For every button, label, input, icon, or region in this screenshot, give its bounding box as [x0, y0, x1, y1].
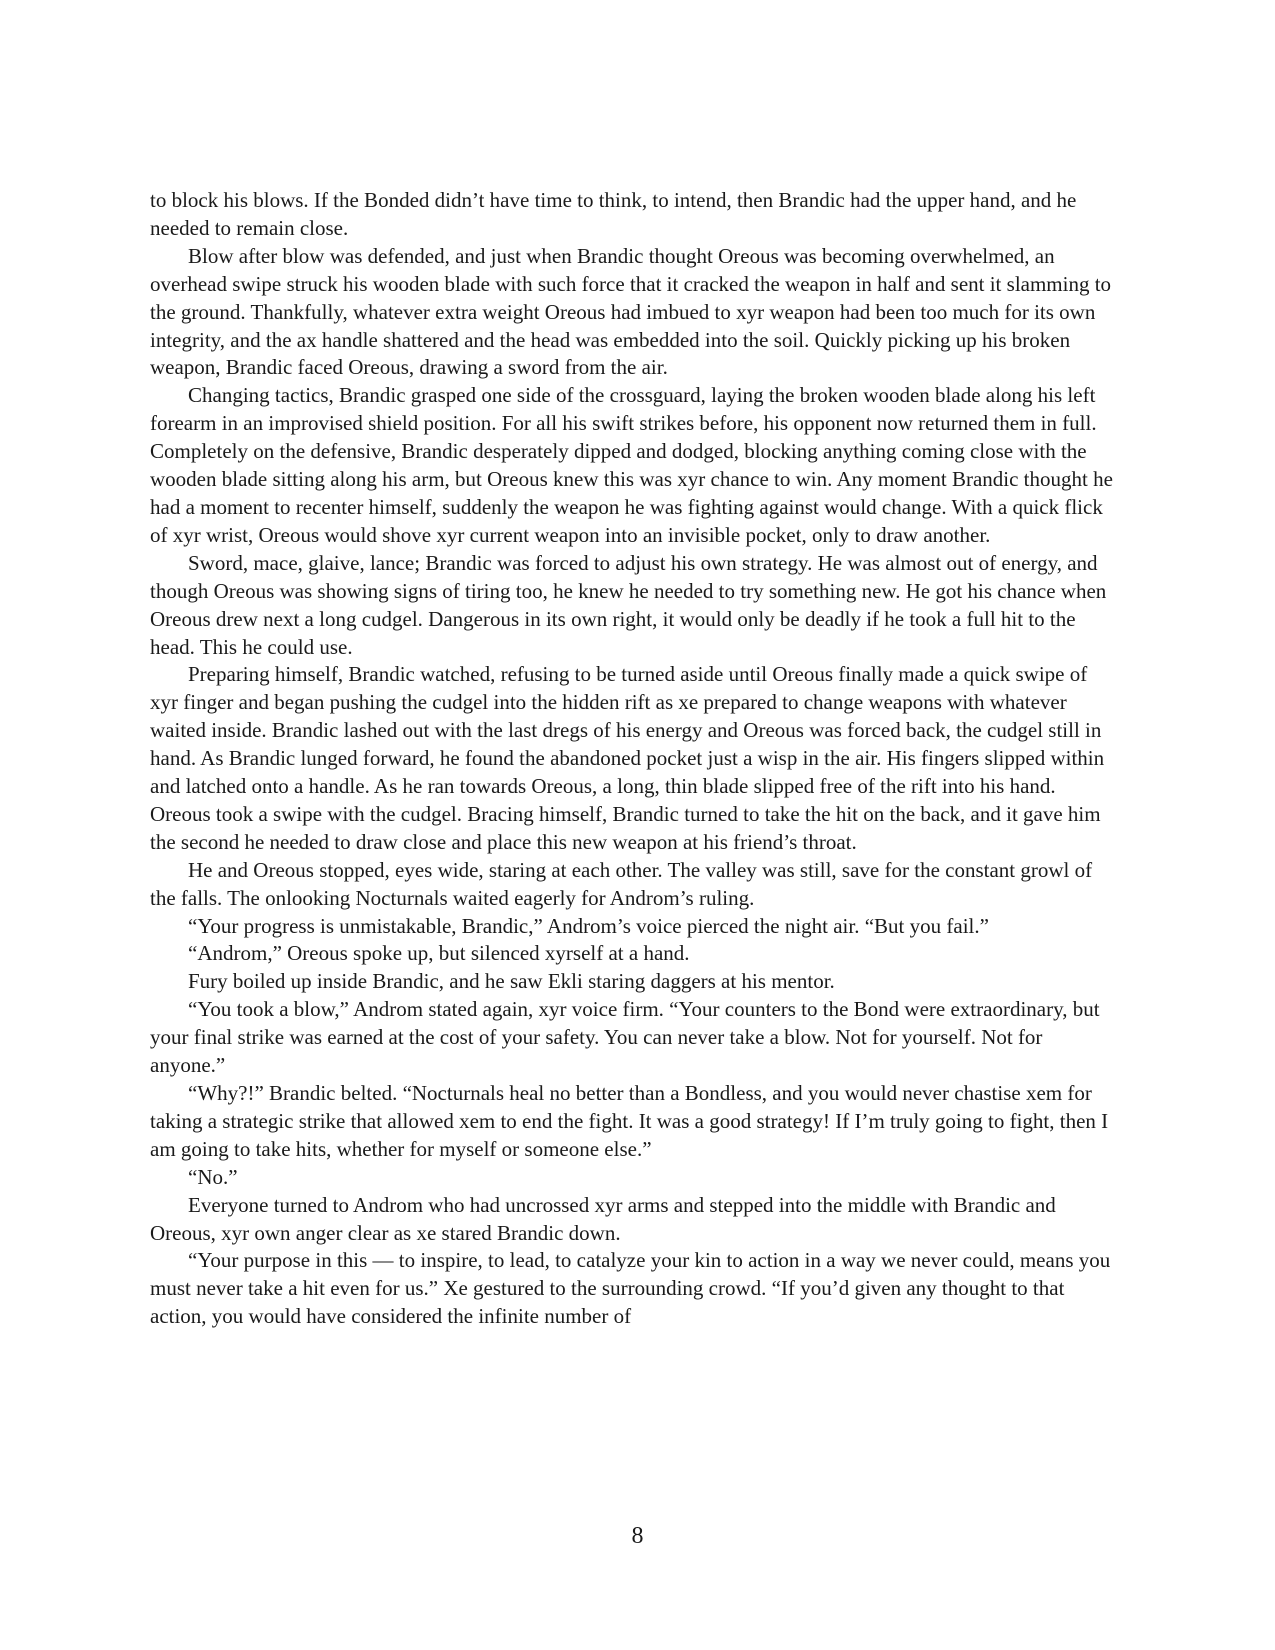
paragraph: Sword, mace, glaive, lance; Brandic was forced to adjust his own strategy. He was almost out of energy, and though Oreous was showing signs of tiring too, he knew he needed to try something new. He got his chance when Oreous drew next a long cudgel. Dangerous in its own right, it would only be deadly if he took a full hit to the head. This he could use. [150, 550, 1107, 659]
paragraph: “Androm,” Oreous spoke up, but silenced xyrself at a hand. [188, 941, 690, 966]
page-number: 8 [631, 1523, 644, 1549]
paragraph: Fury boiled up inside Brandic, and he saw Ekli staring daggers at his mentor. [188, 969, 835, 994]
paragraph: Everyone turned to Androm who had uncrossed xyr arms and stepped into the middle with Brandic and Oreous, xyr own anger clear as xe stared Brandic down. [150, 1192, 1056, 1245]
paragraph: He and Oreous stopped, eyes wide, staring at each other. The valley was still, save for the constant growl of the falls. The onlooking Nocturnals waited eagerly for Androm’s ruling. [150, 857, 1093, 910]
paragraph: “No.” [188, 1164, 238, 1189]
paragraph: Blow after blow was defended, and just when Brandic thought Oreous was becoming overwhelmed, an overhead swipe struck his wooden blade with such force that it cracked the weapon in half and sent it slamming to the ground. Thankfully, whatever extra weight Oreous had imbued to xyr weapon had been too much for its own integrity, and the ax handle shattered and the head was embedded into the soil. Quickly picking up his broken weapon, Brandic faced Oreous, drawing a sword from the air. [150, 243, 1112, 380]
paragraph: to block his blows. If the Bonded didn’t have time to think, to intend, then Brandic had the upper hand, and he needed to remain close. [150, 188, 1077, 240]
paragraph: “You took a blow,” Androm stated again, xyr voice firm. “Your counters to the Bond were extraordinary, but your final strike was earned at the cost of your safety. You can never take a blow. Not for yourself. Not for anyone.” [150, 997, 1100, 1078]
body-text [150, 187, 1120, 1331]
paragraph: Preparing himself, Brandic watched, refusing to be turned aside until Oreous finally made a quick swipe of xyr finger and began pushing the cudgel into the hidden rift as xe prepared to change weapons with whatever waited inside. Brandic lashed out with the last dregs of his energy and Oreous was forced back, the cudgel still in hand. As Brandic lunged forward, he found the abandoned pocket just a wisp in the air. His fingers slipped within and latched onto a handle. As he ran towards Oreous, a long, thin blade slipped free of the rift into his hand. Oreous took a swipe with the cudgel. Bracing himself, Brandic turned to take the hit on the back, and it gave him the second he needed to draw close and place this new weapon at his friend’s throat. [150, 662, 1105, 854]
paragraph: Changing tactics, Brandic grasped one side of the crossguard, laying the broken wooden blade along his left forearm in an improvised shield position. For all his swift strikes before, his opponent now returned them in full. Completely on the defensive, Brandic desperately dipped and dodged, blocking anything coming close with the wooden blade sitting along his arm, but Oreous knew this was xyr chance to win. Any moment Brandic thought he had a moment to recenter himself, suddenly the weapon he was fighting against would change. With a quick flick of xyr wrist, Oreous would shove xyr current weapon into an invisible pocket, only to draw another. [150, 383, 1113, 547]
paragraph: “Your purpose in this — to inspire, to lead, to catalyze your kin to action in a way we never could, means you must never take a hit even for us.” Xe gestured to the surrounding crowd. “If you’d given any thought to that action, you would have considered the infinite number of [150, 1248, 1111, 1329]
paragraph: “Your progress is unmistakable, Brandic,” Androm’s voice pierced the night air. “But you fail.” [188, 913, 989, 938]
paragraph: “Why?!” Brandic belted. “Nocturnals heal no better than a Bondless, and you would never chastise xem for taking a strategic strike that allowed xem to end the fight. It was a good strategy! If I’m truly going to fight, then I am going to take hits, whether for myself or someone else.” [150, 1081, 1109, 1161]
